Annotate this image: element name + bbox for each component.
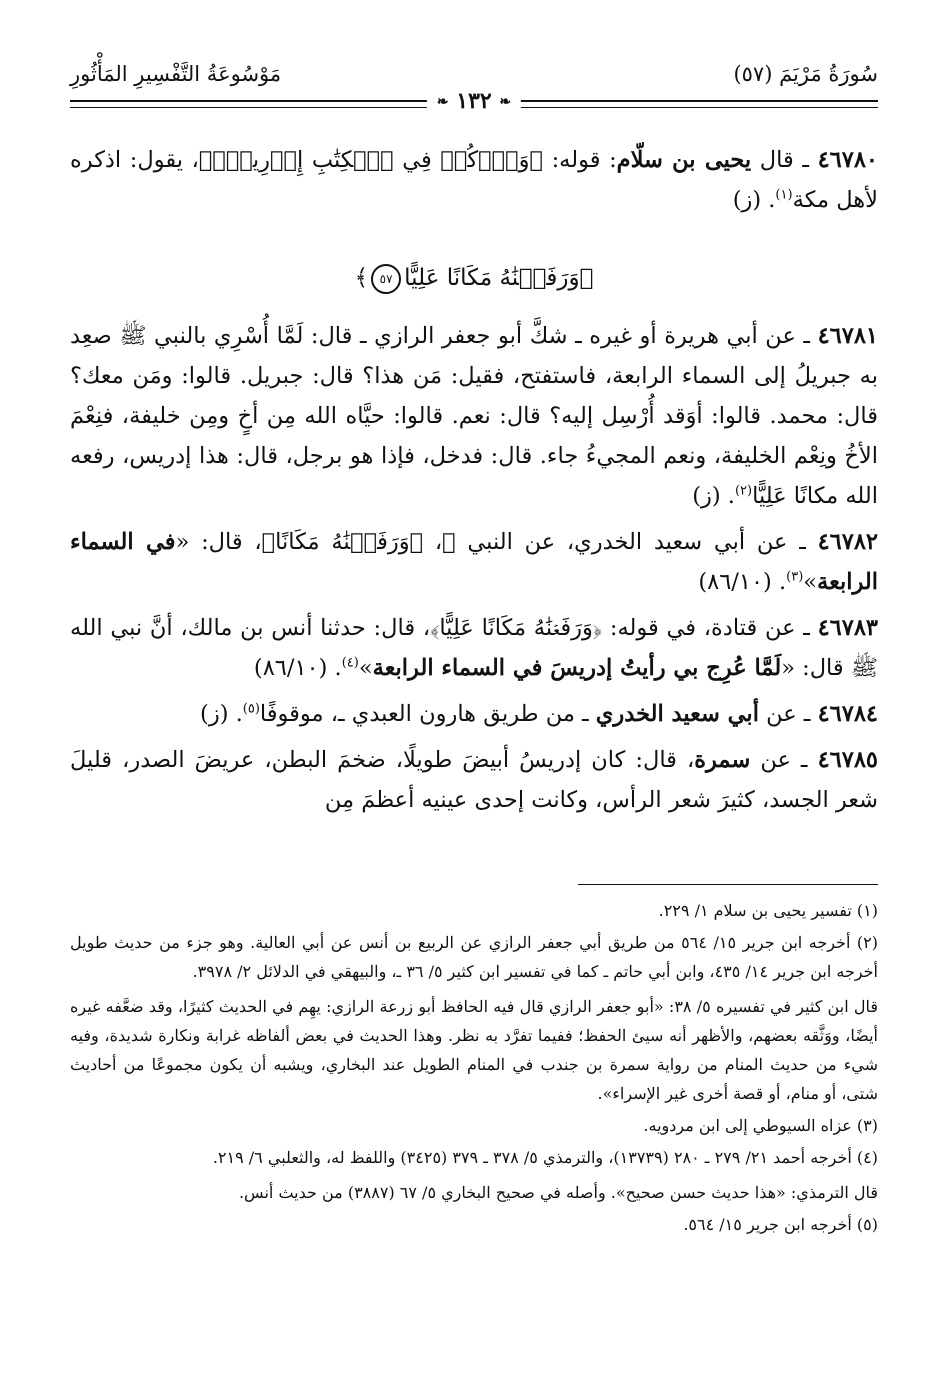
ornament-icon: ❧: [436, 94, 449, 110]
book-title: مَوْسُوعَةُ التَّفْسِيرِ المَأْثُورِ: [70, 62, 282, 86]
verse-text: ﴿وَرَفَعۡنَٰهُ مَكَانًا عَلِيًّا: [404, 265, 594, 291]
footnote-ref[interactable]: (٣): [786, 569, 804, 585]
entry-text: ـ عن: [750, 747, 818, 773]
footnote-5: (٥) أخرجه ابن جرير ١٥/ ٥٦٤.: [683, 1215, 878, 1234]
entry-46782: [70, 522, 878, 602]
quran-quote: ﴿وَٱذۡكُرۡ فِي ٱلۡكِتَٰبِ إِدۡرِيسَۚ﴾: [198, 147, 543, 173]
entry-text: ـ عن أبي هريرة أو غيره ـ شكَّ أبو جعفر الرازي ـ قال: لَمَّا أُسْرِي بالنبي ﷺ صعِد به جبريلُ إلى السماء الرابعة، فاستفتح، فقيل: مَن هذا؟ قال: جبريل. قالوا: ومَن معك؟ قال: محمد. قالوا: أوَقد أُرْسِل إليه؟ قال: نعم. قالوا: حيَّاه الله مِن أخٍ ومِن خليفة، فنِعْمَ الأخُ ونِعْم الخليفة، ونعم المجيءُ جاء. قال: فدخل، فإذا هو برجل، قال: هذا إدريس، رفعه الله مكانًا عَلِيًّا: [70, 323, 878, 509]
verse-heading: [70, 258, 878, 298]
footnote-4-comment: قال الترمذي: «هذا حديث حسن صحيح». وأصله في صحيح البخاري ٥/ ٦٧ (٣٨٨٧) من حديث أنس.: [238, 1183, 878, 1202]
entry-46780: [70, 140, 878, 220]
entry-text: ـ عن أبي سعيد الخدري، عن النبي ﷺ،: [423, 529, 818, 555]
source-ref: . (٨٦/١٠): [698, 569, 787, 595]
entry-number: ٤٦٧٨٣: [817, 615, 879, 641]
source-ref: . (٨٦/١٠): [253, 655, 342, 681]
footnote-ref[interactable]: (٢): [734, 483, 753, 499]
narrator-name: يحيى بن سلّام: [616, 147, 752, 173]
verse-close: ﴾: [354, 265, 369, 291]
source-ref: . (ز): [200, 701, 243, 727]
page-number: ١٣٢: [456, 88, 492, 114]
entry-text: »: [358, 655, 373, 681]
hadith-text: لَمَّا عُرِج بي رأيتُ إدريسَ في السماء الرابعة: [372, 655, 782, 681]
entry-text: ، قال: «: [175, 529, 262, 555]
footnote-4: (٤) أخرجه أحمد ٢١/ ٢٧٩ ـ ٢٨٠ (١٣٧٣٩)، والترمذي ٥/ ٣٧٨ ـ ٣٧٩ (٣٤٢٥) واللفظ له، والثعلبي ٦/ ٢١٩.: [212, 1148, 878, 1167]
footnote-1: (١) تفسير يحيى بن سلام ١/ ٢٢٩.: [658, 901, 878, 920]
entry-number: ٤٦٧٨٤: [817, 701, 878, 727]
footnote-3: (٣) عزاه السيوطي إلى ابن مردويه.: [643, 1116, 878, 1135]
main-text: [70, 140, 878, 826]
entry-number: ٤٦٧٨٠: [817, 147, 878, 173]
entry-text: ، قال: كان إدريسُ أبيضَ طويلًا، ضخمَ البطن، عريضَ الصدر، قليلَ شعر الجسد، كثيرَ شعر الرأس، وكانت إحدى عينيه أعظمَ مِن: [70, 747, 878, 813]
footnote-2: (٢) أخرجه ابن جرير ١٥/ ٥٦٤ من طريق أبي جعفر الرازي عن الربيع بن أنس عن أبي العالية. وهو جزء من حديث طويل أخرجه ابن جرير ١٤/ ٤٣٥، وابن أبي حاتم ـ كما في تفسير ابن كثير ٥/ ٣٦ ـ، والبيهقي في الدلائل ٢/ ٣٩٧٨.: [70, 933, 879, 981]
entry-46784: [70, 694, 878, 734]
entry-text: »: [803, 569, 818, 595]
source-ref: . (ز): [692, 483, 735, 509]
surah-title: سُورَةُ مَرْيَمَ (٥٧): [733, 62, 878, 86]
ayah-number-icon: ٥٧: [371, 264, 401, 294]
hadith-text: في السماء الرابعة: [70, 529, 878, 595]
footnote-ref[interactable]: (١): [775, 187, 793, 203]
entry-46781: [70, 316, 878, 516]
ornament-icon: ❧: [499, 94, 512, 110]
footnote-2-comment: قال ابن كثير في تفسيره ٥/ ٣٨: «أبو جعفر الرازي قال فيه الحافظ أبو زرعة الرازي: يهِم في الحديث كثيرًا، وقد ضعَّفه غيره أيضًا، ووَثَّقه بعضهم، والأظهر أنه سيئ الحفظ؛ ففيما تفرَّد به نظر. وهذا الحديث في بعض ألفاظه غرابة ونكارة شديدة، وفيه شيء من حديث المنام من رواية سمرة بن جندب في المنام الطويل عند البخاري، ويشبه أن يكون مجموعًا من أحاديث شتى، أو منام، أو قصة أخرى غير الإسراء».: [70, 997, 879, 1103]
source-ref: . (ز): [732, 187, 776, 213]
narrator-name: أبي سعيد الخدري: [595, 701, 759, 727]
footnote-separator: [578, 884, 878, 885]
quran-quote: ﴿وَرَفَعۡنَٰهُ مَكَانًا﴾: [261, 529, 424, 555]
quran-quote: ﴿وَرَفَعۡنَٰهُ مَكَانًا عَلِيًّا﴾: [430, 615, 603, 641]
entry-number: ٤٦٧٨٥: [817, 747, 878, 773]
running-head: [70, 62, 878, 114]
entry-text: ـ عن: [758, 701, 818, 727]
entry-text: ـ عن قتادة، في قوله:: [602, 615, 818, 641]
entry-46783: [70, 608, 878, 688]
footnote-ref[interactable]: (٤): [341, 655, 359, 671]
footnote-ref[interactable]: (٥): [242, 701, 260, 717]
entry-number: ٤٦٧٨٢: [817, 529, 878, 555]
footnotes: [70, 896, 878, 1242]
entry-text: ـ قال: [751, 147, 818, 173]
entry-text: ، قال: حدثنا أنس بن مالك، أنَّ نبي الله ﷺ قال: «: [70, 615, 878, 681]
narrator-name: سمرة: [694, 747, 751, 773]
page: [70, 0, 878, 1380]
entry-text: ، يقول: اذكره لأهل مكة: [70, 147, 878, 213]
page-number-box: [427, 88, 521, 114]
entry-text: ـ من طريق هارون العبدي ـ، موقوفًا: [259, 701, 596, 727]
entry-46785: [70, 740, 878, 820]
entry-number: ٤٦٧٨١: [817, 323, 878, 349]
entry-text: : قوله:: [543, 147, 617, 173]
